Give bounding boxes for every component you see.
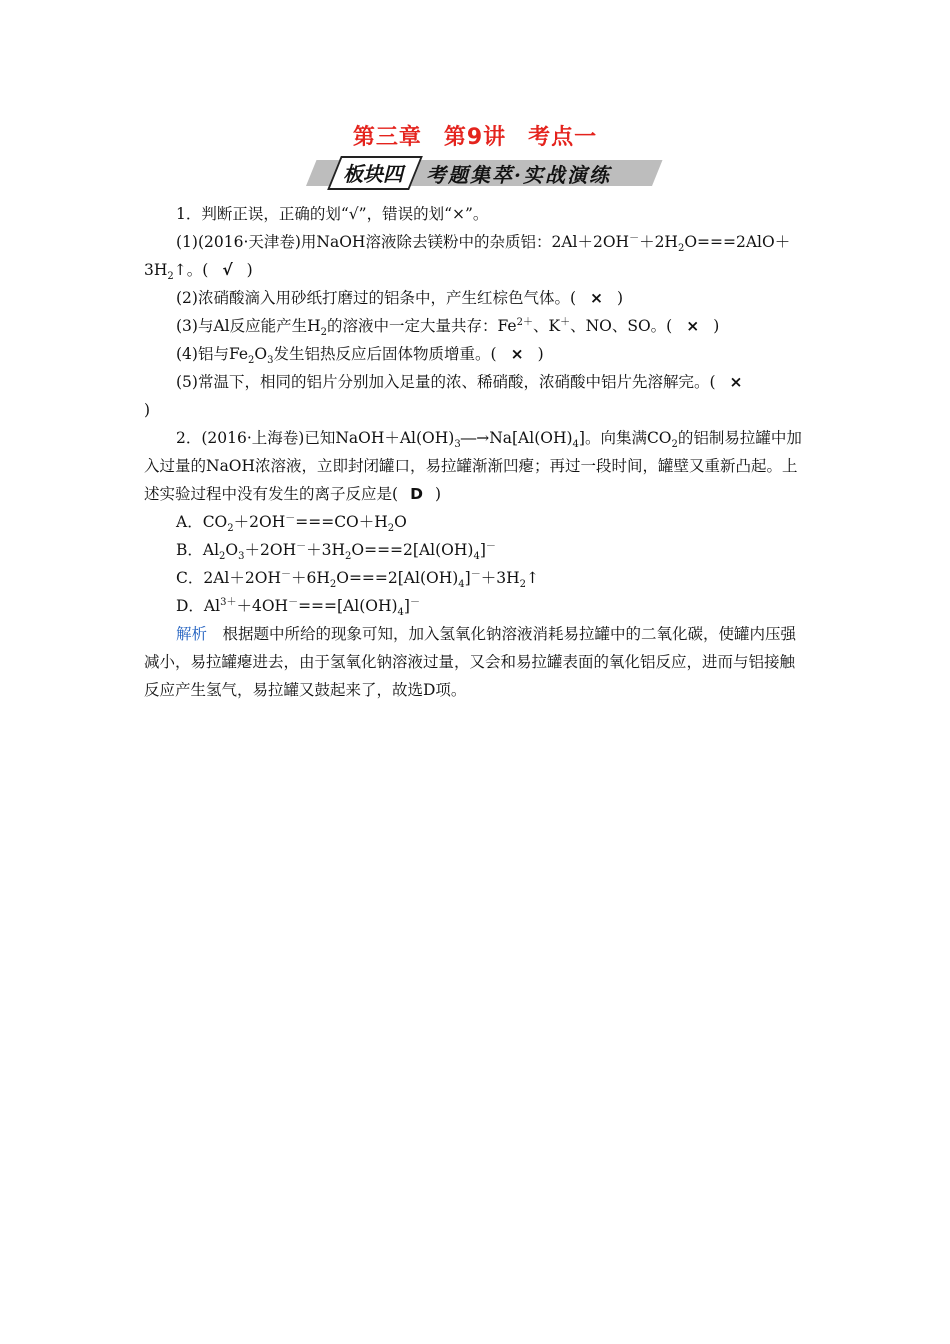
q1-item-2-answer: × — [590, 289, 604, 307]
section-banner — [306, 156, 652, 192]
q1-item-5: (5)常温下，相同的铝片分别加入足量的浓、稀硝酸，浓硝酸中铝片先溶解完。( × — [144, 368, 806, 396]
analysis-text: 根据题中所给的现象可知，加入氢氧化钠溶液消耗易拉罐中的二氧化碳，使罐内压强减小，易拉罐瘪进去，由于氢氧化钠溶液过量，又会和易拉罐表面的氧化铝反应，进而与铝接触反应产生氢气，易拉罐又鼓起来了，故选D项。 — [144, 625, 797, 699]
analysis-paragraph — [144, 620, 806, 704]
banner-box-text: 板块四 — [343, 162, 403, 186]
q1-item-1-cont: $3H_2↑$。( √ ) — [144, 256, 806, 284]
question-2-stem: 2．(2016·上海卷)已知$NaOH+Al(OH)_3―\to Na[Al(OH)_4]$。向集满$CO_2$的铝制易拉罐中加入过量的NaOH浓溶液，立即封闭罐口，易拉罐渐渐凹瘪；再过一段时间，罐壁又重新凸起。上述实验过程中没有发生的离子反应是( D ) — [144, 429, 802, 503]
point-label: 考点一 — [528, 125, 598, 150]
lecture-label: 第9讲 — [443, 125, 507, 150]
q2-option-c: C．$2Al+2OH^-+6H_2O===2[Al(OH)_4]^-+3H_2↑$ — [176, 568, 539, 591]
banner-text: 考题集萃·实战演练 — [426, 163, 611, 187]
q2-option-b: B．$Al_2O_3+2OH^-+3H_2O===2[Al(OH)_4]^-$ — [176, 540, 496, 563]
q2-option-d: D．$Al^{3+}+4OH^-===[Al(OH)_4]^-$ — [176, 596, 420, 619]
q1-item-4: (4)铝与$Fe_2O_3$发生铝热反应后固体物质增重。( × ) — [144, 340, 806, 368]
page-title — [0, 120, 950, 151]
q1-item-5-cont: ) — [144, 401, 151, 419]
question-1-stem: 1．判断正误，正确的划“√”，错误的划“×”。 — [176, 205, 489, 223]
q1-item-1-answer: √ — [222, 261, 233, 279]
q1-item-2: (2)浓硝酸滴入用砂纸打磨过的铝条中，产生红棕色气体。( × ) — [144, 284, 806, 312]
q1-item-1: (1)(2016·天津卷)用NaOH溶液除去镁粉中的杂质铝：$2Al+2OH^-+2H_2O===2AlO+$ — [176, 232, 791, 255]
q1-item-3-answer: × — [686, 317, 700, 335]
question-2-answer: D — [410, 485, 423, 503]
q1-item-5-answer: × — [729, 373, 743, 391]
q1-item-3: (3)与Al反应能产生$H_2$的溶液中一定大量共存：$Fe^{2+}$、K＋、NO、SO。( × ) — [144, 312, 806, 340]
analysis-label: 解析 — [176, 625, 208, 643]
q2-option-a: A．$CO_2+2OH^-===CO+H_2O$ — [176, 512, 407, 535]
content — [144, 200, 806, 704]
q1-item-4-answer: × — [510, 345, 524, 363]
chapter-label: 第三章 — [352, 125, 422, 150]
